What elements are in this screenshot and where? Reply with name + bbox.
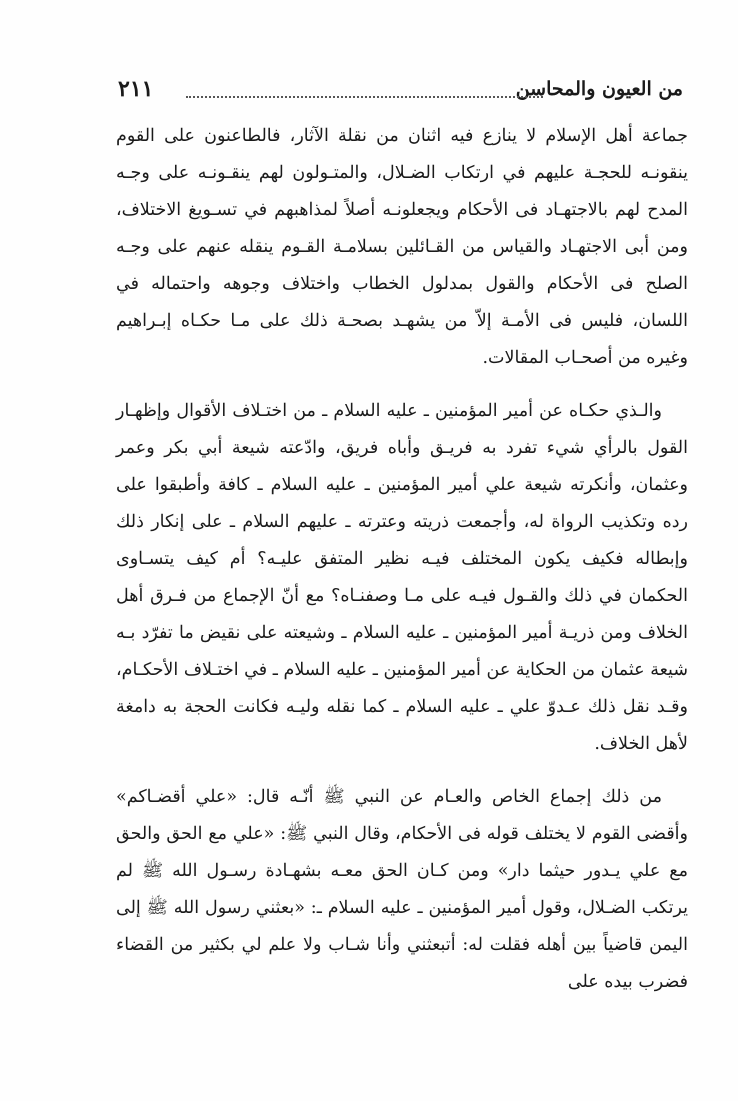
- paragraph-3: من ذلك إجماع الخاص والعـام عن النبي ﷺ أنّـه قال: «علي أقضـاكم» وأقضى القوم لا يختلف قوله فى الأحكام، وقال النبي ﷺ: «علي مع الحق والحق مع علي يـدور حيثما دار» ومن كـان الحق معـه بشهـادة رسـول الله ﷺ لم يرتكب الضـلال، وقول أمير المؤمنين ـ عليه السلام ـ: «بعثني رسول الله ﷺ إلى اليمن قاضياً بين أهله فقلت له: أتبعثني وأنا شـاب ولا علم لي بكثير من القضاء فضرب بيده على: [116, 787, 688, 992]
- running-title: من العيون والمحاسن: [515, 78, 683, 100]
- header-dotted-leader: [186, 96, 543, 98]
- running-header: [118, 70, 683, 110]
- body-text: [116, 118, 688, 1001]
- paragraph-1: جماعة أهل الإسلام لا ينازع فيه اثنان من نقلة الآثار، فالطاعنون على القوم ينقونـه للحجـة عليهم في ارتكاب الضـلال، والمتـولون لهم ينقـونـه على وجـه المدح لهم بالاجتهـاد فى الأحكام ويجعلونـه أصلاً لمذاهبهم في تسـويغ الاختلاف، ومن أبى الاجتهـاد والقياس من القـائلين بسلامـة القـوم ينقله عنهم على وجـه الصلح فى الأحكام والقول بمدلول الخطاب واختلاف وجوهه واحتماله في اللسان، فليس فى الأمـة إلاّ من يشهـد بصحـة ذلك على مـا حكـاه إبـراهيم وغيره من أصحـاب المقالات.: [116, 126, 688, 368]
- page-number: ٢١١: [118, 76, 154, 102]
- paragraph-2: والـذي حكـاه عن أمير المؤمنين ـ عليه السلام ـ من اختـلاف الأقوال وإظهـار القول بالرأي شيء تفرد به فريـق وأباه فريق، وادّعته شيعة أبي بكر وعمر وعثمان، وأنكرته شيعة علي أمير المؤمنين ـ عليه السلام ـ كافة وأطبقوا على رده وتكذيب الرواة له، وأجمعت ذريته وعترته ـ عليهم السلام ـ على إنكار ذلك وإبطاله فكيف يكون المختلف فيـه نظير المتفق عليـه؟ أم كيف يتسـاوى الحكمان في ذلك والقـول فيـه على مـا وصفنـاه؟ مع أنّ الإجماع من فـرق أهل الخلاف ومن ذريـة أمير المؤمنين ـ عليه السلام ـ وشيعته على نقيض ما تفرّد بـه شيعة عثمان من الحكاية عن أمير المؤمنين ـ عليه السلام ـ في اختـلاف الأحكـام، وقـد نقل ذلك عـدوّ علي ـ عليه السلام ـ كما نقله وليـه فكانت الحجة به دامغة لأهل الخلاف.: [116, 401, 688, 754]
